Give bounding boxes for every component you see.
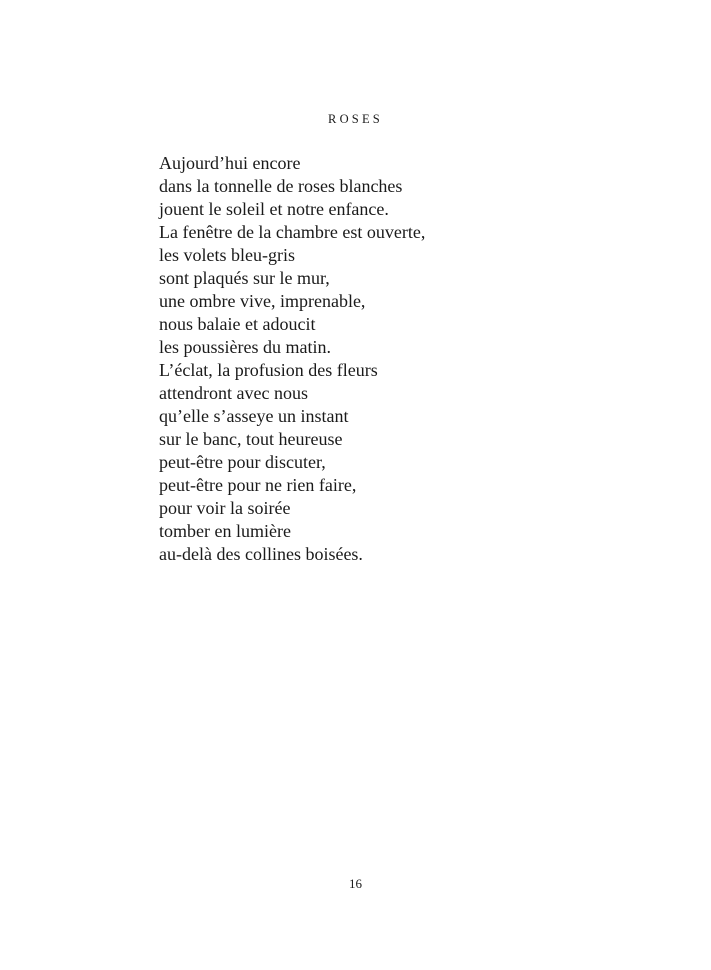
poem-line: tomber en lumière: [159, 521, 291, 541]
poem-line: les poussières du matin.: [159, 337, 331, 357]
poem-line: La fenêtre de la chambre est ouverte,: [159, 222, 426, 242]
poem-line: peut-être pour discuter,: [159, 452, 326, 472]
poem-body: [159, 152, 425, 566]
poem-line: peut-être pour ne rien faire,: [159, 475, 357, 495]
page-number: 16: [349, 876, 362, 891]
poem-line: attendront avec nous: [159, 383, 308, 403]
poem-line: pour voir la soirée: [159, 498, 291, 518]
poem-line: nous balaie et adoucit: [159, 314, 316, 334]
poem-line: L’éclat, la profusion des fleurs: [159, 360, 378, 380]
poem-line: jouent le soleil et notre enfance.: [159, 199, 389, 219]
poem-title: ROSES: [328, 112, 383, 126]
poem-line: sur le banc, tout heureuse: [159, 429, 343, 449]
poem-line: sont plaqués sur le mur,: [159, 268, 330, 288]
poem-line: les volets bleu-gris: [159, 245, 295, 265]
poem-line: une ombre vive, imprenable,: [159, 291, 366, 311]
poem-line: au-delà des collines boisées.: [159, 544, 363, 564]
poem-line: qu’elle s’asseye un instant: [159, 406, 349, 426]
poem-line: Aujourd’hui encore: [159, 153, 301, 173]
poem-line: dans la tonnelle de roses blanches: [159, 176, 403, 196]
